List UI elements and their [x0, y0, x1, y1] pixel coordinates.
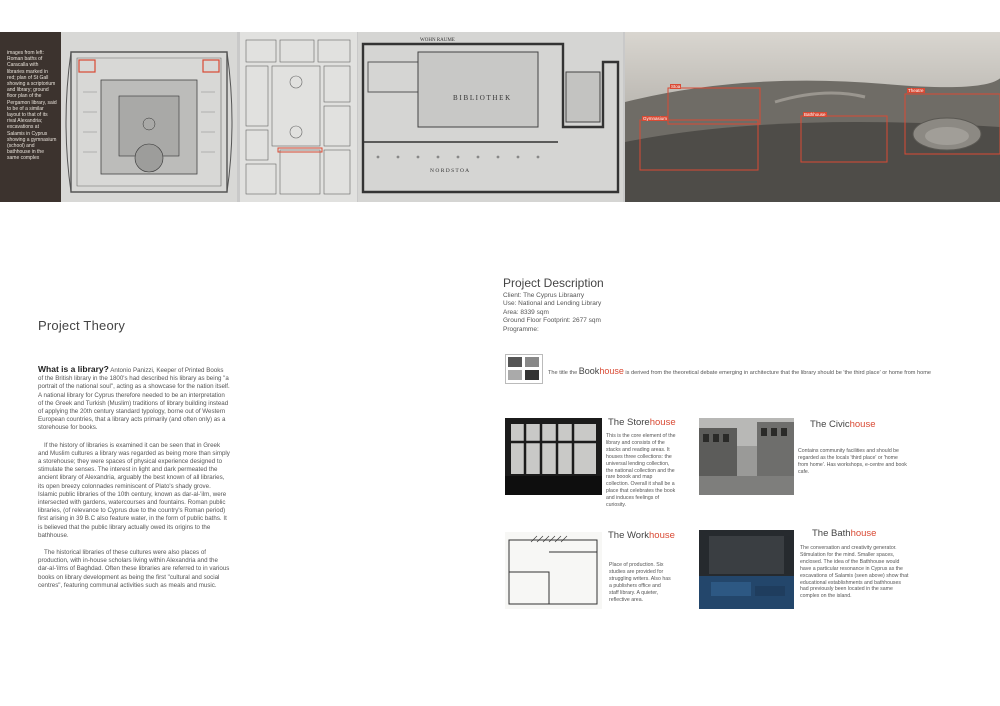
civichouse-title-suffix: house — [849, 419, 876, 430]
storehouse-title-suffix: house — [649, 417, 676, 428]
workhouse-sketch — [505, 532, 602, 609]
civichouse-title — [810, 419, 875, 430]
theory-paragraph-1-text: Antonio Panizzi, Keeper of Printed Books of the British library in the 1800's had described his library as being "a portrait of the national soul", acting as a showcase for the nation itself. A national library for Cyprus therefore needed to be an interpretation of the Greek and Turkish (Muslim) traditions of library building instead of applying the 20th century standard typology, borne out of Western European countries, that a library acts primarily (and often only) as a storehouse for books. — [38, 367, 230, 432]
civichouse-photo — [699, 418, 794, 495]
photo-label-gymnasium: Gymnasium — [643, 116, 668, 121]
bathhouse-title-suffix: house — [850, 528, 877, 539]
storehouse-title — [608, 417, 676, 428]
pergamon-label-rooms: WOHN RAUME — [420, 38, 455, 43]
strip-caption: images from left: Roman baths of Caracalla with libraries marked in red; plan of St Gall showing a scriptorium and library; ground floor plan of the Pergamon library, said to be of a similar layout to that of its rival Alexandria; excavations at Salamis in Cyprus showing a gymnasium (school) and bathhouse in the same complex — [0, 32, 61, 202]
theory-paragraph-1 — [38, 365, 230, 433]
bookhouse-statement — [548, 366, 931, 376]
description-client: Client: The Cyprus Libraarry — [503, 292, 585, 299]
bathhouse-title — [812, 528, 876, 539]
photo-label-stoa: Stoa — [671, 84, 681, 89]
bathhouse-photo — [699, 530, 794, 609]
theory-paragraph-3: The historical libraries of these cultures were also places of production, with in-house scholars living within Alexandria and the dar-al-'ilms of Baghdad. Often these libraries are referred to in various books on library development as being the first "cultural and social centres", featuring communal activities such as meals and music. — [38, 549, 230, 589]
theory-paragraph-2: If the history of libraries is examined it can be seen that in Greek and Muslim cultures a library was regarded as being more than simply a storehouse; they were spaces of physical experience designed to stimulate the senses. The interest in light and dark permeated the ancient library of Alexandria, arguably the best known of all libraries, its open breezy colonnades reminiscent of Plato's shady grove. Islamic public libraries of the 10th century, known as dar-al-'ilm, were intersected with gardens, watercourses and fountains. Roman public libraries, (of relevance to Cyprus due to the country's Roman period) first arising in 39 B.C also feature water, in the form of public baths. It is believed that the public library actually owed its origins to the bathhouse. — [38, 441, 230, 539]
bookhouse-pre: The title the — [548, 370, 578, 376]
description-programme: Programme: — [503, 325, 539, 333]
workhouse-title-suffix: house — [649, 530, 675, 541]
description-list — [503, 292, 601, 334]
workhouse-text: Place of production. Six studies are provided for struggling writers. Also has a publishers office and staff library. A quieter, reflective area. — [609, 562, 671, 603]
pergamon-library-plan — [358, 32, 623, 202]
workhouse-title-prefix: The Work — [608, 530, 650, 541]
bookhouse-word-book: Book — [578, 366, 600, 376]
description-title: Project Description — [503, 276, 604, 290]
workhouse-title — [608, 530, 675, 541]
description-use: Use: National and Lending Library — [503, 300, 602, 308]
bookhouse-post: is derived from the theoretical debate emerging in architecture that the library should be 'the third place' or home from home — [625, 370, 932, 376]
storehouse-text: This is the core element of the library and consists of the stacks and reading areas. It houses three collections: the universal lending collection, the national collection and the rare boook and map collection. Overall it shall be a place that celebrates the book and induces feelings of curiosity. — [606, 433, 676, 509]
pergamon-label-library: B I B L I O T H E K — [453, 94, 511, 102]
description-area: Area: 8339 sqm — [503, 308, 549, 316]
programme-diagram-thumbnail — [505, 354, 543, 384]
description-footprint: Ground Floor Footprint: 2677 sqm — [503, 317, 601, 325]
bathhouse-text: The conversation and creativity generator. Stimulation for the mind. Smaller spaces, enclosed. The idea of the Bathhouse would have a particular resonance in Cyprus as the excavations of Salamis (seen above) show that educational establishments and bathhouses had previously been located in the same complex on the island. — [800, 545, 909, 600]
theory-title: Project Theory — [38, 318, 126, 333]
photo-label-theatre: Theatre — [908, 88, 924, 93]
storehouse-photo — [505, 418, 602, 495]
theory-lead: What is a library? — [38, 364, 109, 374]
theory-body — [38, 365, 230, 599]
civichouse-title-prefix: The Civic — [810, 419, 850, 430]
bathhouse-title-prefix: The Bath — [812, 528, 851, 539]
photo-label-bathhouse: Bathhouse — [804, 112, 826, 117]
storehouse-title-prefix: The Store — [608, 417, 650, 428]
st-gall-plan — [240, 32, 357, 202]
salamis-excavation-photo — [625, 32, 1000, 202]
image-strip — [0, 32, 1000, 202]
civichouse-text: Contains community facilities and should be regarded as the locals 'third place' or 'home from home'. Has workshops, e-centre and book cafe. — [798, 448, 907, 475]
pergamon-label-stoa: N O R D S T O A — [430, 168, 470, 174]
baths-of-caracalla-plan — [61, 32, 237, 202]
bookhouse-word-house: house — [599, 366, 624, 376]
